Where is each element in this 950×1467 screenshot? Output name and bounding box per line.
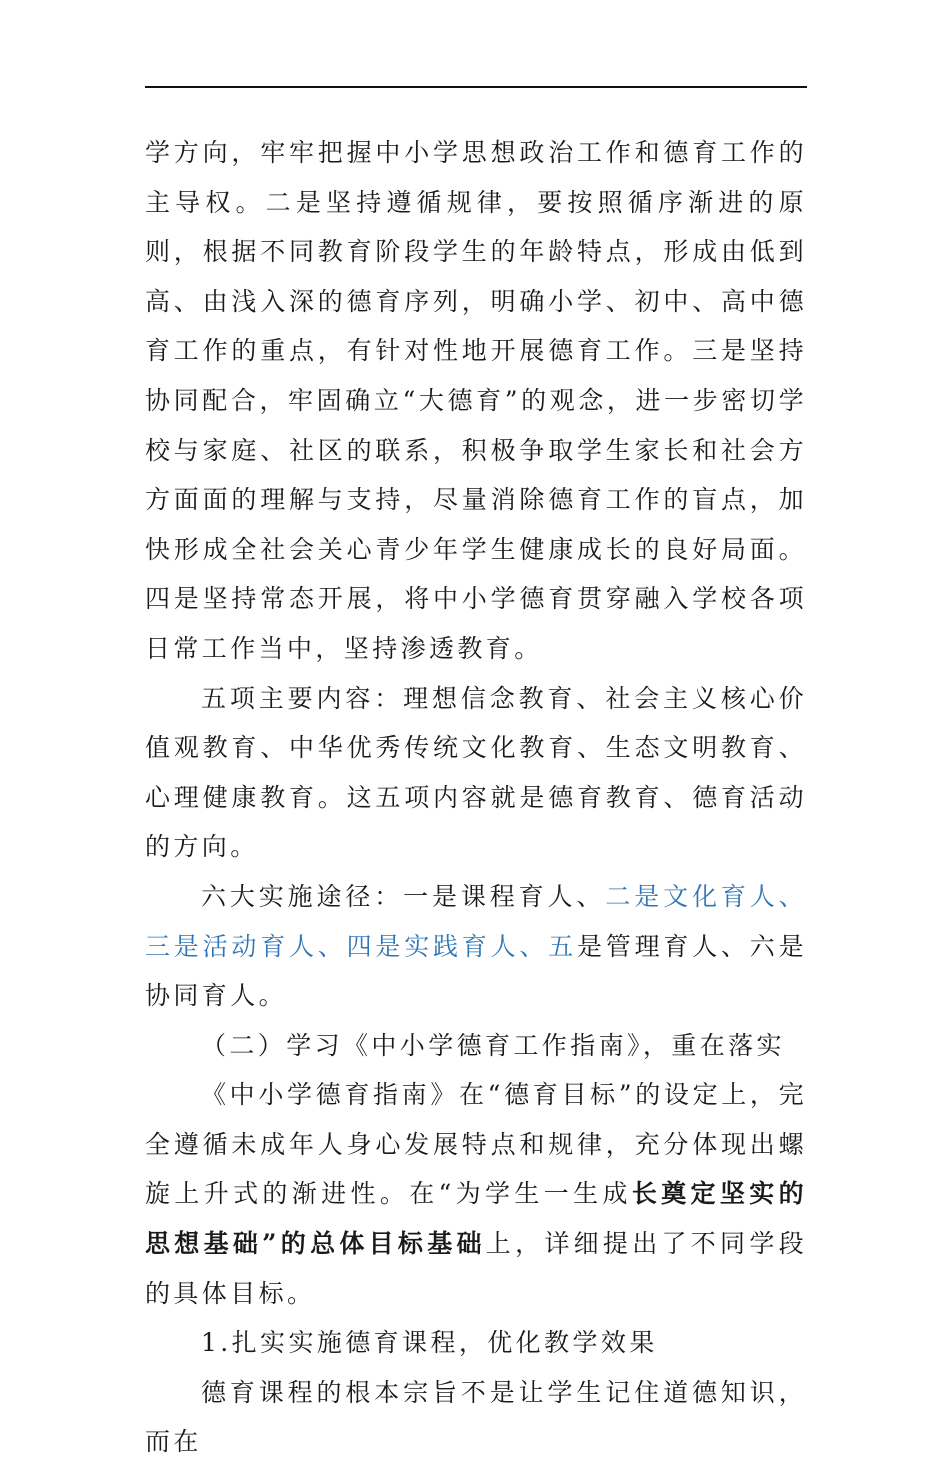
paragraph-six-approaches: [145, 872, 807, 1021]
document-body: [145, 128, 807, 1467]
paragraph-course-purpose: 德育课程的根本宗旨不是让学生记住道德知识，而在: [145, 1377, 807, 1457]
approaches-text-highlighted: 二是文化育人、三是活动育人、四是实践育人、五: [145, 881, 807, 961]
section-heading-two: （二）学习《中小学德育工作指南》，重在落实: [201, 1030, 785, 1060]
approaches-text-start: 六大实施途径：一是课程育人、: [201, 881, 606, 911]
paragraph-five-contents: 五项主要内容：理想信念教育、社会主义核心价值观教育、中华优秀传统文化教育、生态文明教育、心理健康教育。这五项内容就是德育教育、德育活动的方向。: [145, 683, 807, 862]
header-rule: [145, 86, 807, 88]
subheading-courses: 1.扎实实施德育课程，优化教学效果: [201, 1328, 658, 1358]
goals-text-bold: 长奠定坚实的思想基础”的总体目标基础: [145, 1179, 807, 1259]
goals-text-end: 上，详细提出了不同学段的具体目标。: [145, 1229, 808, 1308]
paragraph-principles: 学方向，牢牢把握中小学思想政治工作和德育工作的主导权。二是坚持遵循规律，要按照循序渐进的原则，根据不同教育阶段学生的年龄特点，形成由低到高、由浅入深的德育序列，明确小学、初中、高中德育工作的重点，有针对性地开展德育工作。三是坚持协同配合，牢固确立“大德育”的观念，进一步密切学校与家庭、社区的联系，积极争取学生家长和社会方方面面的理解与支持，尽量消除德育工作的盲点，加快形成全社会关心青少年学生健康成长的良好局面。四是坚持常态开展，将中小学德育贯穿融入学校各项日常工作当中，坚持渗透教育。: [145, 138, 807, 663]
approaches-text-end: 是管理育人、六是协同育人。: [145, 931, 807, 1011]
goals-text-start: 《中小学德育指南》在“德育目标”的设定上，完全遵循未成年人身心发展特点和规律，充分体现出螺旋上升式的渐进性。在“为学生一生成: [145, 1080, 807, 1209]
paragraph-guide-goals: [145, 1070, 807, 1318]
